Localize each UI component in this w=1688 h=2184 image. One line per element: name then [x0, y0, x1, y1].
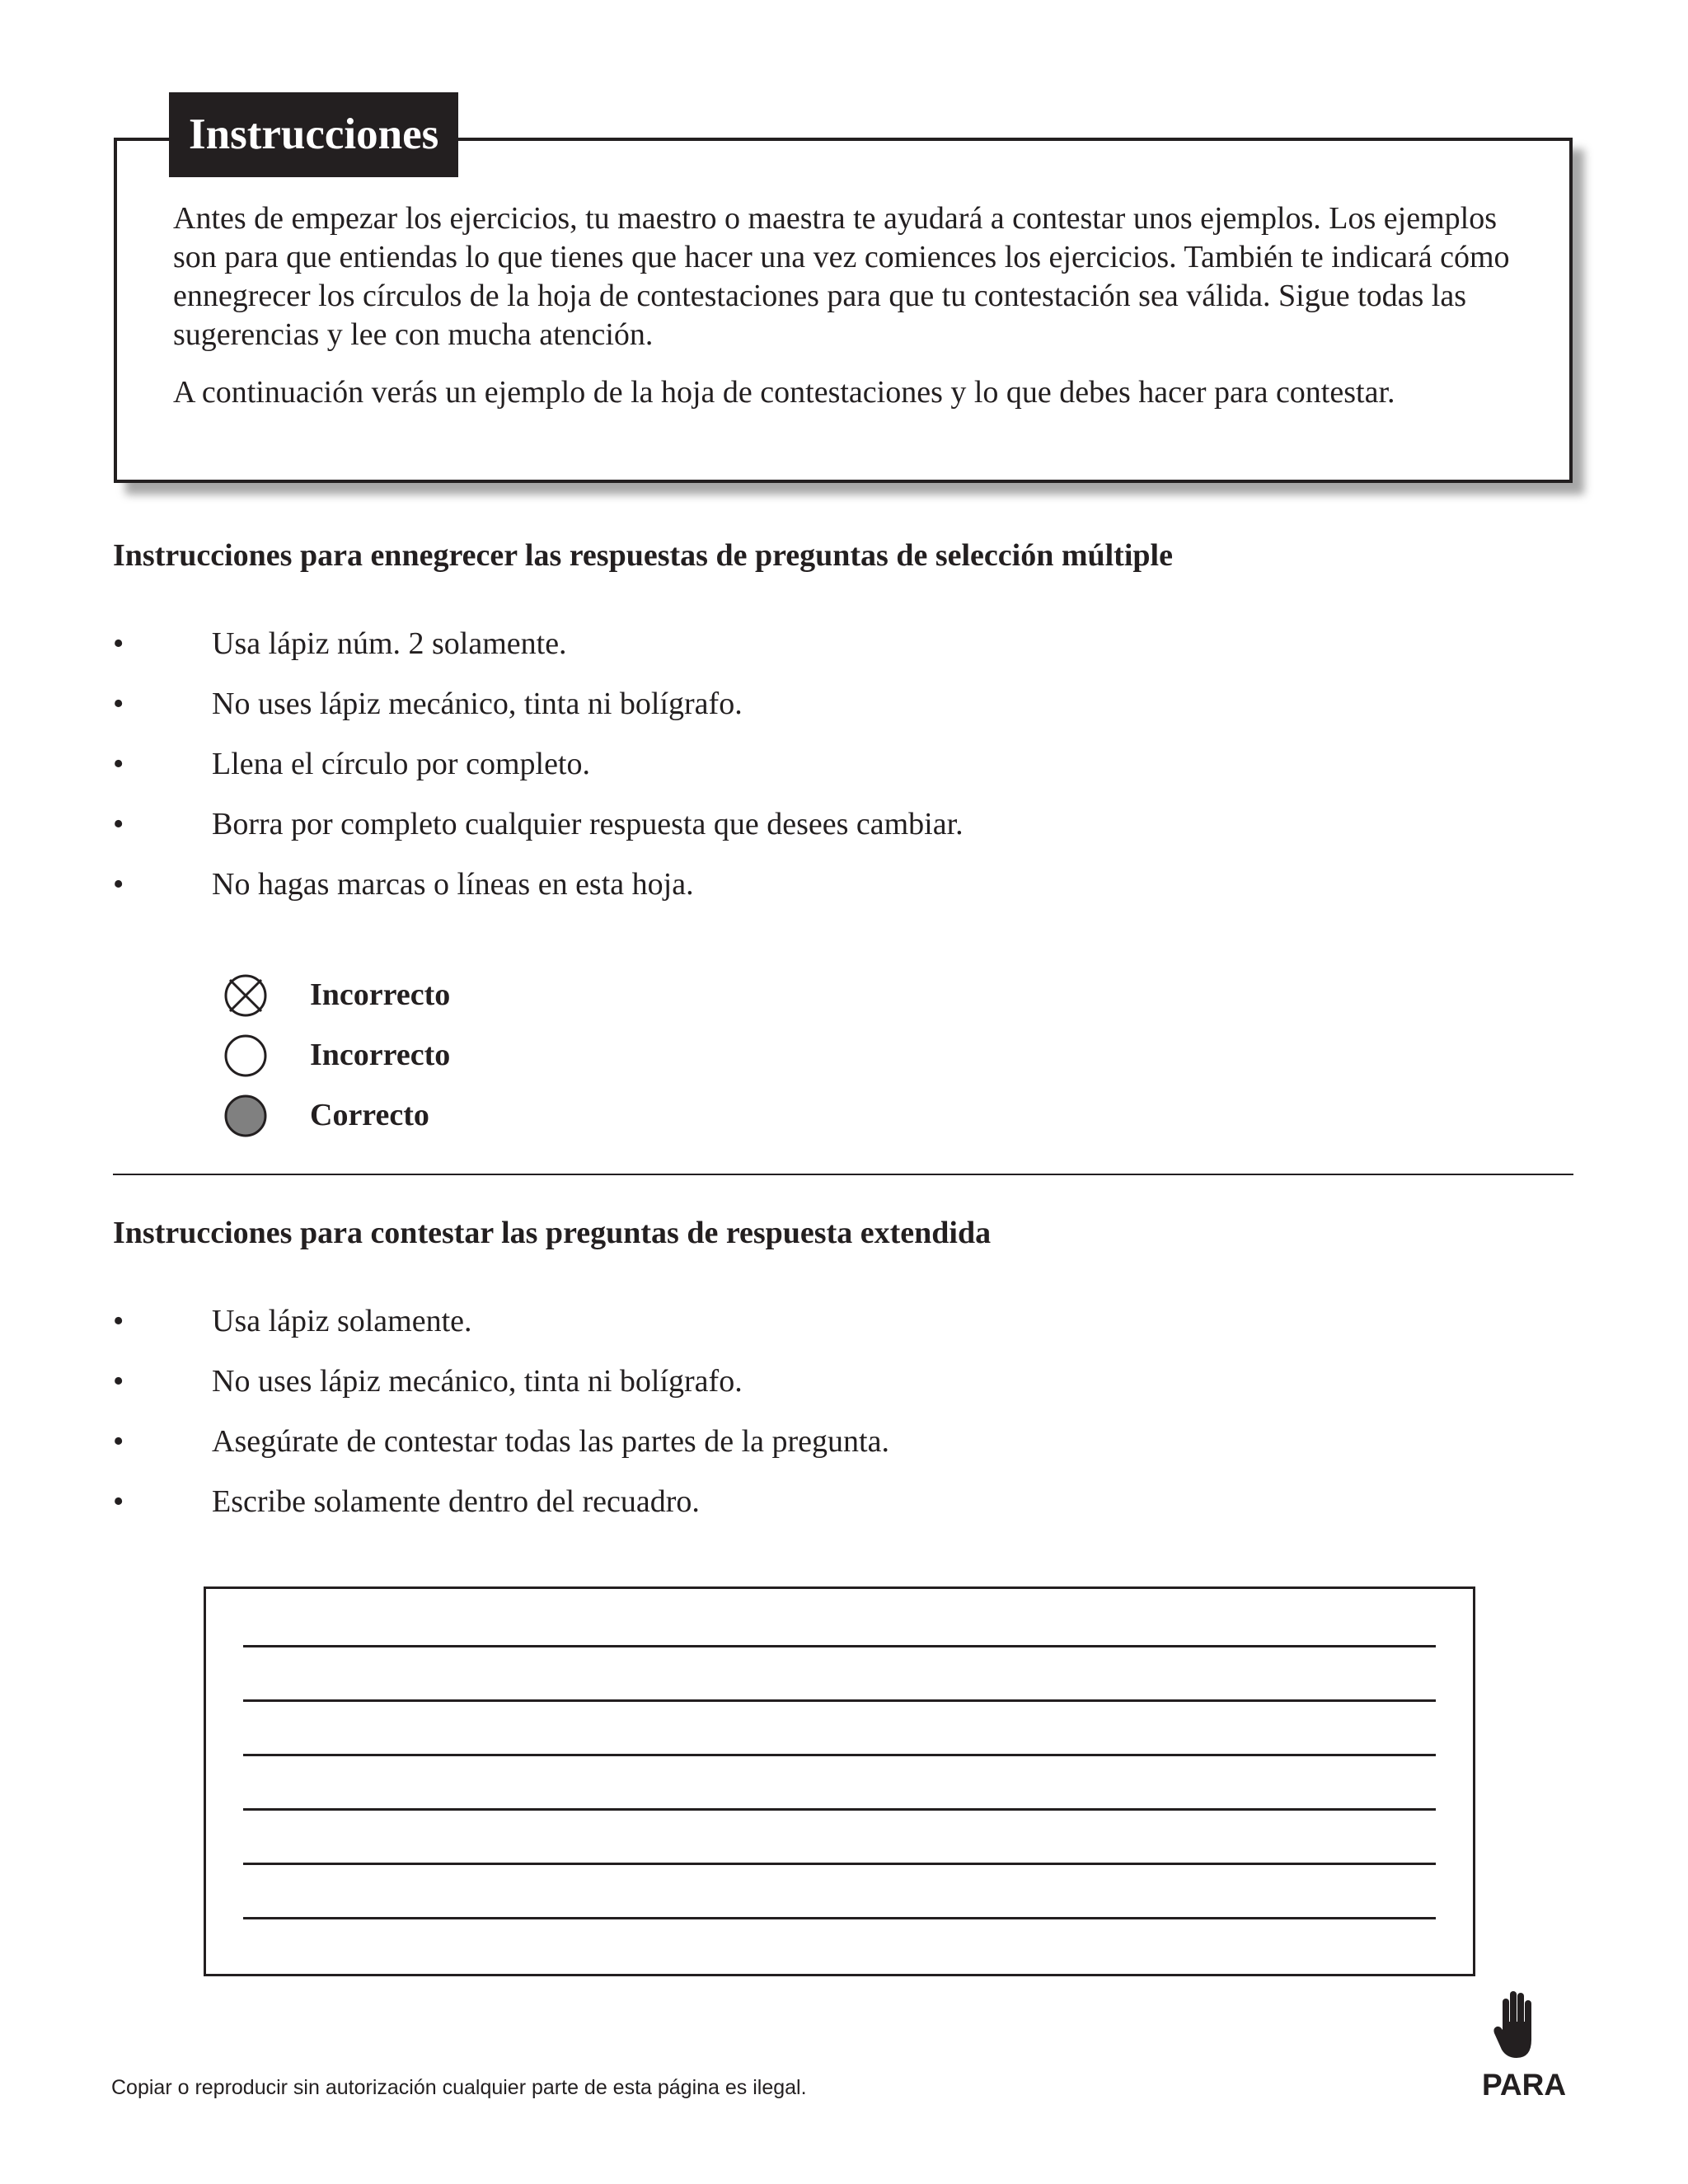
answer-line	[243, 1863, 1436, 1865]
answer-line	[243, 1645, 1436, 1647]
empty-circle-icon	[223, 1033, 269, 1079]
stop-label: PARA	[1481, 2068, 1567, 2102]
bullet: •	[113, 807, 124, 841]
list-item-text: Asegúrate de contestar todas las partes de la pregunta.	[212, 1424, 889, 1459]
sample-answer-box	[204, 1586, 1475, 1976]
answer-line	[243, 1699, 1436, 1702]
bullet: •	[113, 1364, 124, 1399]
answer-line	[243, 1808, 1436, 1811]
list-item-text: Usa lápiz solamente.	[212, 1304, 472, 1338]
example-label: Correcto	[310, 1098, 429, 1132]
bullet: •	[113, 626, 124, 661]
copyright-notice: Copiar o reproducir sin autorización cualquier parte de esta página es ilegal.	[111, 2076, 807, 2099]
crossed-circle-icon	[223, 972, 269, 1019]
list-item-text: No uses lápiz mecánico, tinta ni bolígrafo.	[212, 687, 743, 721]
bullet: •	[113, 867, 124, 902]
bullet: •	[113, 1484, 124, 1519]
extended-response-heading: Instrucciones para contestar las preguntas de respuesta extendida	[113, 1216, 992, 1250]
bullet: •	[113, 1304, 124, 1338]
section-divider	[113, 1174, 1573, 1175]
instructions-box	[114, 138, 1573, 483]
list-item-text: No uses lápiz mecánico, tinta ni bolígrafo.	[212, 1364, 743, 1399]
list-item-text: Escribe solamente dentro del recuadro.	[212, 1484, 700, 1519]
instructions-paragraph-2: A continuación verás un ejemplo de la hoja de contestaciones y lo que debes hacer para contestar.	[173, 375, 1395, 410]
list-item-text: Usa lápiz núm. 2 solamente.	[212, 626, 567, 661]
bullet: •	[113, 1424, 124, 1459]
list-item-text: Llena el círculo por completo.	[212, 747, 590, 781]
answer-line	[243, 1917, 1436, 1919]
bullet: •	[113, 687, 124, 721]
answer-line	[243, 1754, 1436, 1756]
list-item-text: Borra por completo cualquier respuesta que desees cambiar.	[212, 807, 964, 841]
filled-circle-icon	[223, 1093, 269, 1139]
bullet: •	[113, 747, 124, 781]
list-item-text: No hagas marcas o líneas en esta hoja.	[212, 867, 694, 902]
example-label: Incorrecto	[310, 1038, 451, 1072]
stop-hand-icon	[1493, 1989, 1540, 2060]
instructions-paragraph-1: Antes de empezar los ejercicios, tu maestro o maestra te ayudará a contestar unos ejemplos. Los ejemplos son para que entiendas lo que tienes que hacer una vez comiences los ejercicios. También te indicará cómo ennegrecer los círculos de la hoja de contestaciones para que tu contestación sea válida. Sigue todas las sugerencias y lee con mucha atención.	[173, 201, 1510, 352]
multiple-choice-heading: Instrucciones para ennegrecer las respuestas de preguntas de selección múltiple	[113, 538, 1173, 573]
instructions-title: Instrucciones	[169, 92, 458, 177]
example-label: Incorrecto	[310, 977, 451, 1012]
